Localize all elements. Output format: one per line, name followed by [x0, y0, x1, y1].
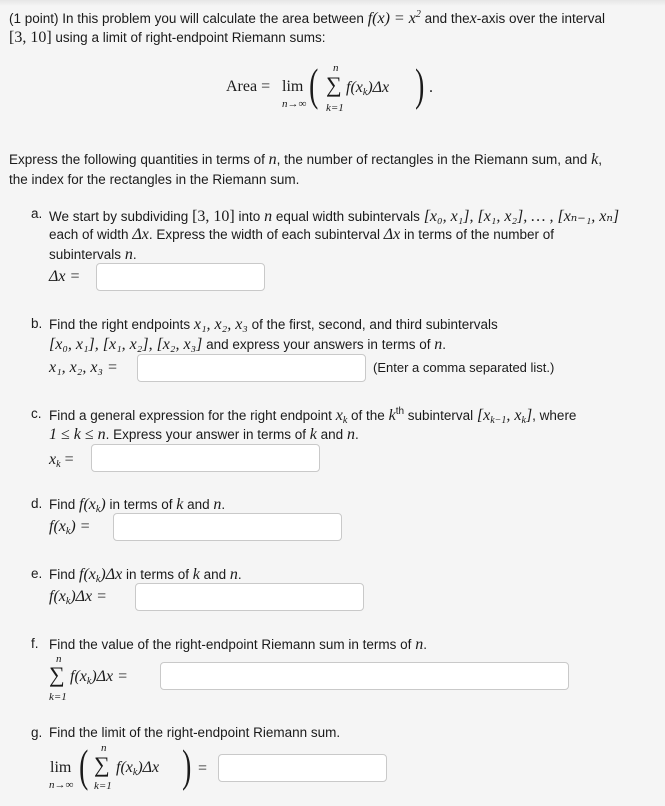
intro-text: -axis over the interval	[476, 11, 606, 26]
part-a-line-1: We start by subdividing [3, 10] into n equal width subintervals [x₀, x₁], [x₁, x₂], … , [xₙ₋₁, xₙ]	[49, 208, 620, 225]
lim-subscript: n→∞	[282, 98, 307, 110]
sum-lower: k=1	[94, 780, 112, 792]
part-d-label: d.	[31, 496, 43, 511]
sigma-icon: ∑	[326, 72, 342, 97]
part-b-line-1: Find the right endpoints x₁, x₂, x₃ of the first, second, and third subintervals	[49, 316, 498, 333]
interval: [3, 10]	[9, 29, 52, 46]
left-paren: (	[309, 59, 319, 110]
equals: =	[198, 760, 208, 777]
intro-text: using a limit of right-endpoint Riemann sums:	[55, 30, 326, 45]
f-xk-label: $f(x_k)$ =	[49, 518, 91, 537]
part-b-line-2: [x₀, x₁], [x₁, x₂], [x₂, x₃] and express your answers in terms of n.	[49, 336, 446, 353]
part-c-line-1: Find a general expression for the right endpoint $x_k$ of the $k^{th}$ subinterval [$x_{k-1}$, $x_k$], where	[49, 406, 577, 426]
sigma-icon: ∑	[94, 752, 110, 777]
part-a-label: a.	[31, 206, 43, 221]
summand: $f(x_k)\Delta x$	[346, 79, 390, 98]
instructions-line-1: Express the following quantities in terms of n, the number of rectangles in the Riemann sum, and k,	[9, 151, 602, 168]
lim: lim	[50, 759, 72, 776]
part-g-label: g.	[31, 725, 43, 740]
part-a-line-2: each of width Δx. Express the width of each subinterval Δx in terms of the number of	[49, 226, 555, 243]
sum-upper: n	[56, 653, 62, 665]
part-d-line-1: Find $f(x_k)$ in terms of k and n.	[49, 496, 226, 515]
f-xk-dx-input[interactable]	[135, 583, 364, 611]
f-xk-dx-label: $f(x_k)\Delta x$ =	[49, 588, 107, 607]
period: .	[429, 79, 433, 96]
comma-list-hint: (Enter a comma separated list.)	[373, 360, 555, 375]
part-e-line-1: Find $f(x_k)\Delta x$ in terms of k and n.	[49, 566, 242, 585]
delta-x-label: Δx =	[49, 268, 81, 285]
intro-text: (1 point) In this problem you will calculate the area between	[9, 11, 364, 26]
sum-lower: k=1	[326, 102, 344, 114]
lim: lim	[282, 78, 304, 95]
intro-line-2	[9, 29, 326, 47]
part-e-label: e.	[31, 566, 43, 581]
f-xk-input[interactable]	[113, 513, 342, 541]
part-g-line-1: Find the limit of the right-endpoint Riemann sum.	[49, 725, 341, 740]
right-endpoints-input[interactable]	[137, 354, 366, 382]
right-endpoints-label: x₁, x₂, x₃ =	[49, 359, 118, 376]
left-paren: (	[79, 740, 89, 791]
top-shadow	[0, 0, 665, 6]
part-f-line-1: Find the value of the right-endpoint Riemann sum in terms of n.	[49, 636, 427, 653]
area-label: Area =	[226, 78, 271, 95]
x-var: x	[469, 10, 477, 27]
part-c-line-2: 1 ≤ k ≤ n. Express your answer in terms of k and n.	[49, 426, 359, 443]
lim-subscript: n→∞	[49, 779, 74, 791]
sum-upper: n	[101, 742, 107, 754]
intro-text: and the	[424, 11, 470, 26]
limit-input[interactable]	[218, 754, 387, 782]
delta-x-input[interactable]	[96, 263, 265, 291]
xk-input[interactable]	[91, 444, 320, 472]
sum-upper: n	[333, 62, 339, 74]
part-f-label: f.	[31, 636, 39, 651]
part-a-line-3: subintervals n.	[49, 246, 137, 263]
part-b-label: b.	[31, 316, 43, 331]
riemann-sum-label: $f(x_k)\Delta x$ =	[70, 668, 128, 687]
riemann-sum-input[interactable]	[160, 662, 569, 690]
part-c-label: c.	[31, 406, 42, 421]
right-paren: )	[415, 59, 425, 110]
intro-line-1	[9, 9, 605, 28]
sigma-icon: ∑	[49, 662, 65, 687]
function-expression: $f(x) = x^2$	[367, 9, 421, 27]
right-paren: )	[182, 740, 192, 791]
instructions-line-2: the index for the rectangles in the Riemann sum.	[9, 172, 300, 187]
limit-summand: $f(x_k)\Delta x$	[116, 759, 160, 778]
sum-lower: k=1	[49, 691, 67, 703]
xk-label: $x_k$ =	[49, 451, 74, 470]
